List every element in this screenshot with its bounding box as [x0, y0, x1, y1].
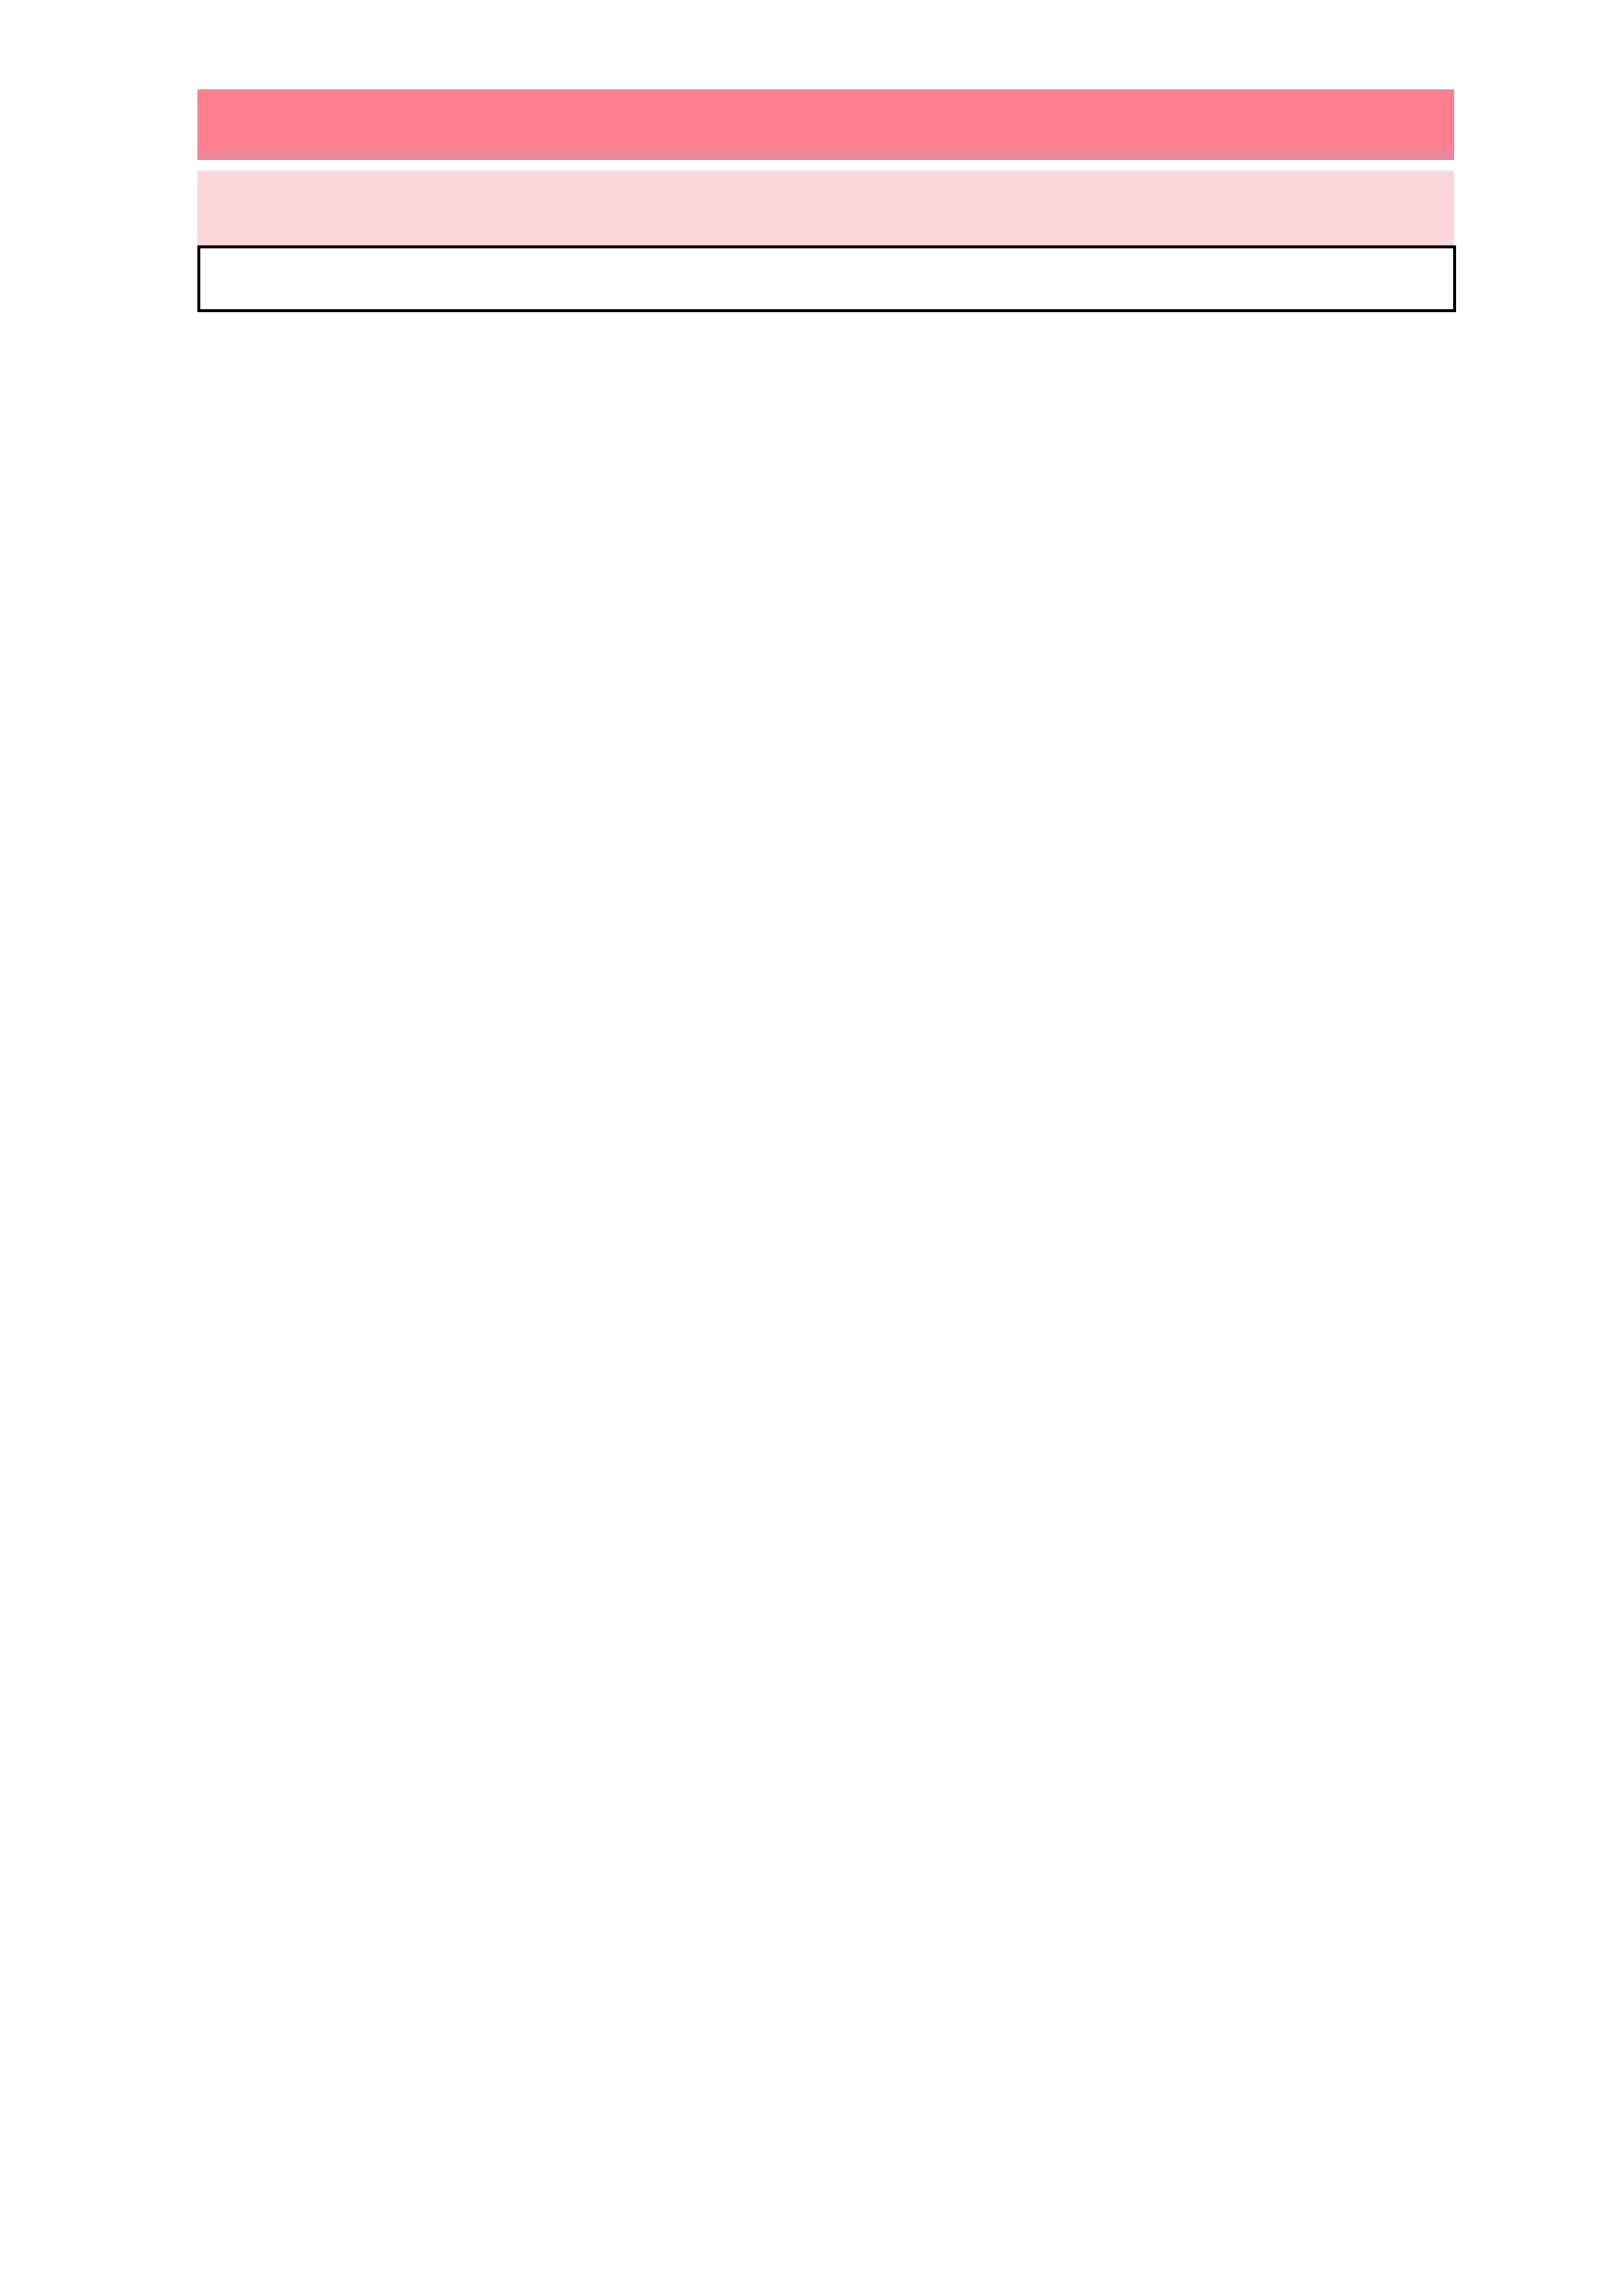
subsection-box — [197, 245, 1456, 312]
chapter-banner — [197, 89, 1454, 160]
section-banner — [197, 171, 1454, 245]
